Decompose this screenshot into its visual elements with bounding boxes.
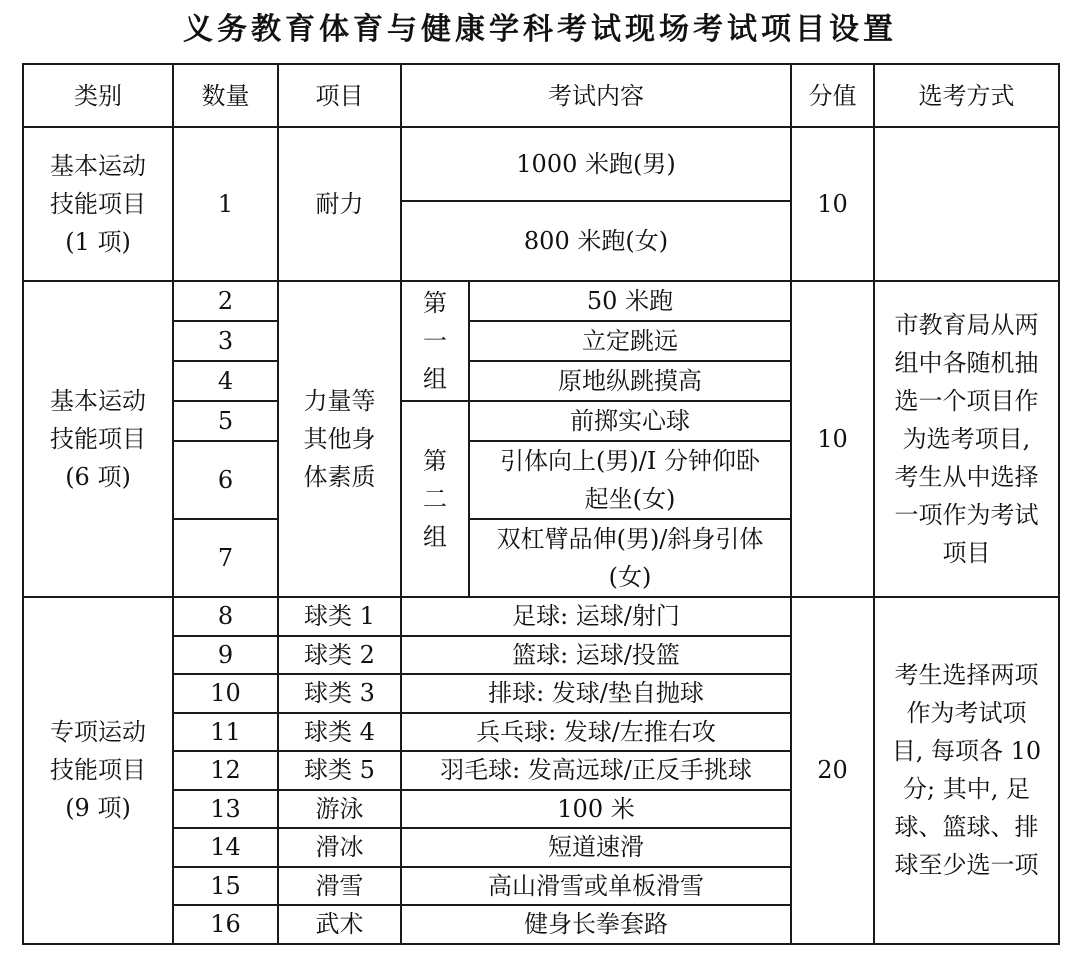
row-number: 6 bbox=[173, 441, 278, 519]
group2-label: 第二组 bbox=[401, 401, 469, 597]
row-number: 7 bbox=[173, 519, 278, 597]
section1-count: 1 bbox=[173, 127, 278, 281]
group1-label: 第一组 bbox=[401, 281, 469, 401]
row-number: 15 bbox=[173, 867, 278, 906]
row-content: 50 米跑 bbox=[469, 281, 791, 321]
table-header-row bbox=[23, 64, 1059, 127]
document-title: 义务教育体育与健康学科考试现场考试项目设置 bbox=[183, 12, 897, 47]
row-content: 引体向上(男)/I 分钟仰卧起坐(女) bbox=[469, 441, 791, 519]
section1-category: 基本运动技能项目(1 项) bbox=[23, 127, 173, 281]
header-score: 分值 bbox=[791, 64, 874, 127]
row-content: 100 米 bbox=[401, 790, 791, 829]
table-row bbox=[23, 597, 1059, 636]
row-number: 3 bbox=[173, 321, 278, 361]
section2-item: 力量等其他身体素质 bbox=[278, 281, 401, 597]
row-number: 8 bbox=[173, 597, 278, 636]
section3-score: 20 bbox=[791, 597, 874, 944]
section2-category: 基本运动技能项目(6 项) bbox=[23, 281, 173, 597]
row-number: 2 bbox=[173, 281, 278, 321]
section1-content-female: 800 米跑(女) bbox=[401, 201, 791, 281]
row-item: 球类 3 bbox=[278, 674, 401, 713]
row-content: 足球: 运球/射门 bbox=[401, 597, 791, 636]
row-number: 9 bbox=[173, 636, 278, 675]
header-category: 类别 bbox=[23, 64, 173, 127]
row-content: 篮球: 运球/投篮 bbox=[401, 636, 791, 675]
row-number: 10 bbox=[173, 674, 278, 713]
row-content: 高山滑雪或单板滑雪 bbox=[401, 867, 791, 906]
section1-content-male: 1000 米跑(男) bbox=[401, 127, 791, 201]
table-row bbox=[23, 127, 1059, 201]
row-item: 滑雪 bbox=[278, 867, 401, 906]
row-content: 前掷实心球 bbox=[469, 401, 791, 441]
section1-item: 耐力 bbox=[278, 127, 401, 281]
row-item: 球类 4 bbox=[278, 713, 401, 752]
section3-method: 考生选择两项作为考试项目, 每项各 10 分; 其中, 足球、篮球、排球至少选一项 bbox=[874, 597, 1059, 944]
exam-items-table bbox=[22, 63, 1060, 945]
row-item: 滑冰 bbox=[278, 828, 401, 867]
row-item: 球类 1 bbox=[278, 597, 401, 636]
row-number: 4 bbox=[173, 361, 278, 401]
section2-score: 10 bbox=[791, 281, 874, 597]
header-item: 项目 bbox=[278, 64, 401, 127]
row-item: 球类 5 bbox=[278, 751, 401, 790]
row-content: 立定跳远 bbox=[469, 321, 791, 361]
table-row bbox=[23, 281, 1059, 321]
section1-method bbox=[874, 127, 1059, 281]
row-content: 双杠臂品伸(男)/斜身引体(女) bbox=[469, 519, 791, 597]
header-count: 数量 bbox=[173, 64, 278, 127]
row-number: 12 bbox=[173, 751, 278, 790]
row-item: 游泳 bbox=[278, 790, 401, 829]
row-content: 羽毛球: 发高远球/正反手挑球 bbox=[401, 751, 791, 790]
row-number: 5 bbox=[173, 401, 278, 441]
row-number: 14 bbox=[173, 828, 278, 867]
section2-method: 市教育局从两组中各随机抽选一个项目作为选考项目, 考生从中选择一项作为考试项目 bbox=[874, 281, 1059, 597]
row-content: 健身长拳套路 bbox=[401, 905, 791, 944]
row-number: 13 bbox=[173, 790, 278, 829]
row-number: 16 bbox=[173, 905, 278, 944]
header-content: 考试内容 bbox=[401, 64, 791, 127]
row-number: 11 bbox=[173, 713, 278, 752]
section3-category: 专项运动技能项目(9 项) bbox=[23, 597, 173, 944]
row-item: 球类 2 bbox=[278, 636, 401, 675]
row-content: 兵乓球: 发球/左推右攻 bbox=[401, 713, 791, 752]
row-content: 排球: 发球/垫自抛球 bbox=[401, 674, 791, 713]
row-content: 原地纵跳摸高 bbox=[469, 361, 791, 401]
row-content: 短道速滑 bbox=[401, 828, 791, 867]
section1-score: 10 bbox=[791, 127, 874, 281]
header-method: 选考方式 bbox=[874, 64, 1059, 127]
row-item: 武术 bbox=[278, 905, 401, 944]
